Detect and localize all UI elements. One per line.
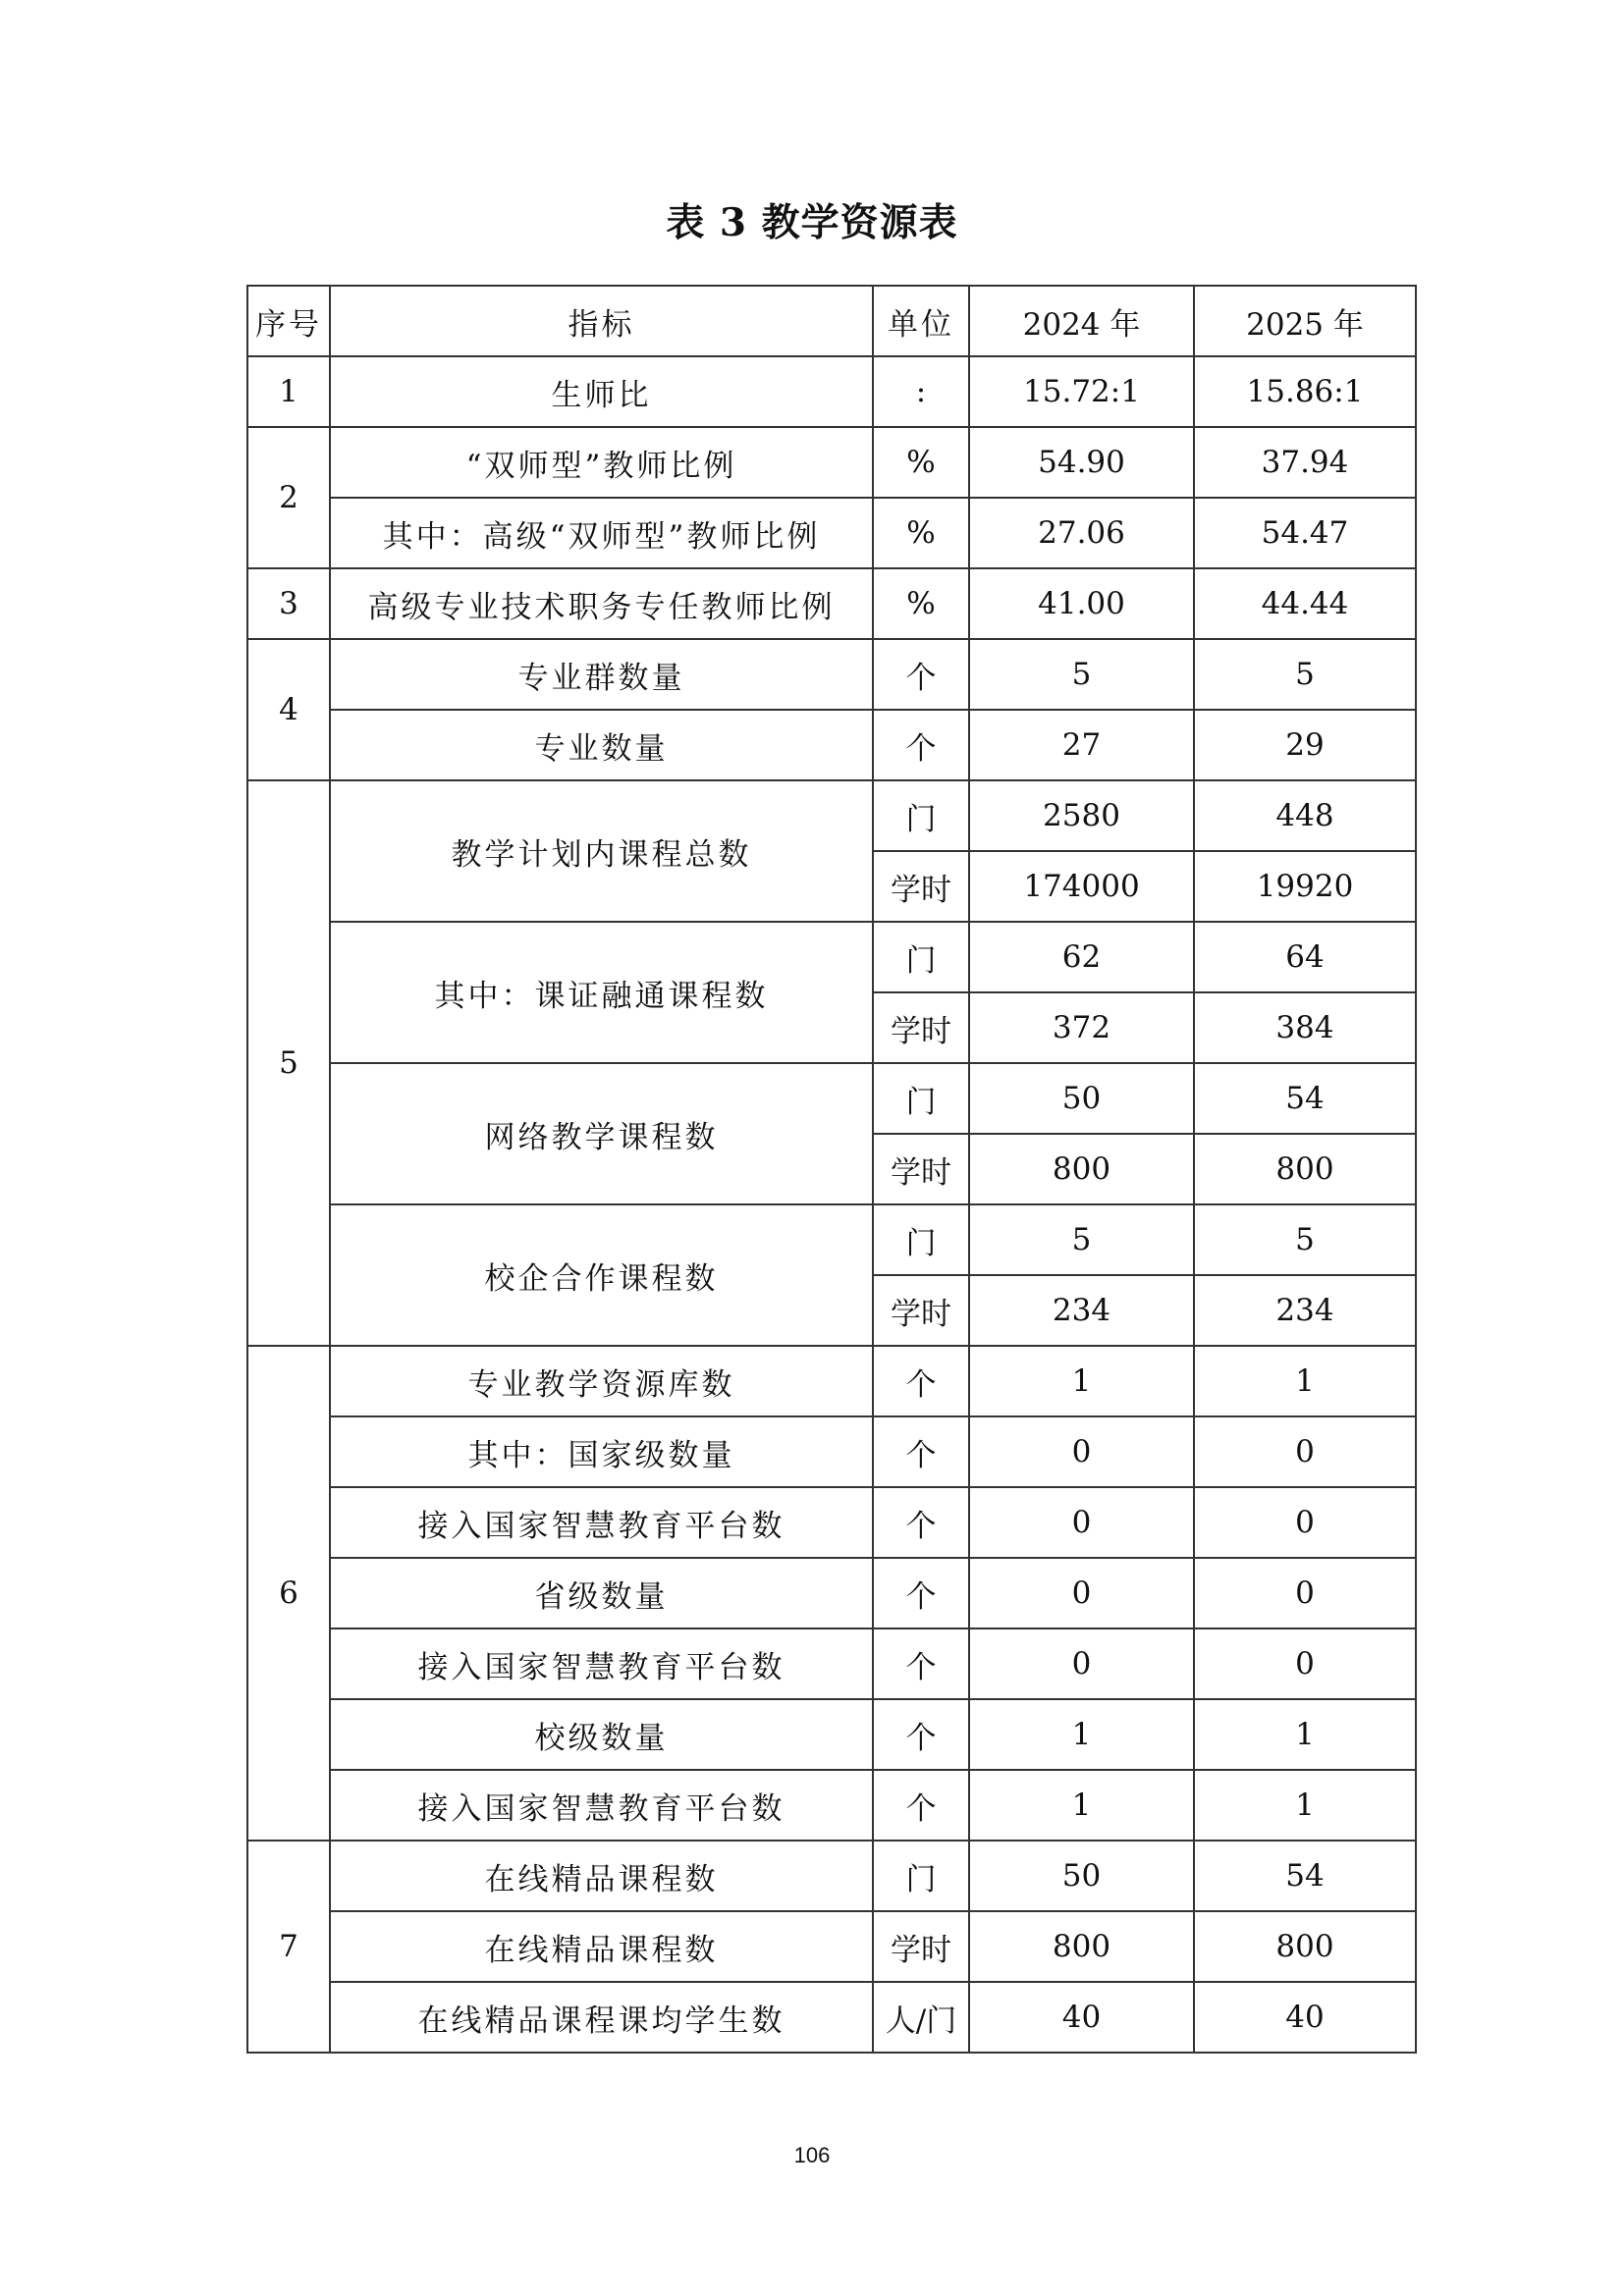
unit-cell: 个 <box>873 1346 969 1416</box>
value-2025-cell: 448 <box>1194 780 1416 851</box>
unit-cell: % <box>873 427 969 498</box>
unit-cell: 个 <box>873 1629 969 1699</box>
value-2025-cell: 40 <box>1194 1982 1416 2053</box>
unit-cell: 个 <box>873 1487 969 1558</box>
unit-cell: 学时 <box>873 1275 969 1346</box>
value-2024-cell: 0 <box>969 1416 1194 1487</box>
indicator-cell: 省级数量 <box>330 1558 873 1629</box>
table-row <box>247 1487 1416 1558</box>
value-2024-cell: 50 <box>969 1841 1194 1911</box>
indicator-cell: 专业教学资源库数 <box>330 1346 873 1416</box>
indicator-cell: 生师比 <box>330 356 873 427</box>
teaching-resources-table <box>246 285 1417 2054</box>
table-row <box>247 1063 1416 1134</box>
seq-cell: 7 <box>247 1841 330 2053</box>
header-indicator: 指标 <box>330 286 873 356</box>
table-row <box>247 356 1416 427</box>
unit-cell: 门 <box>873 780 969 851</box>
header-seq: 序号 <box>247 286 330 356</box>
value-2025-cell: 0 <box>1194 1629 1416 1699</box>
value-2024-cell: 27 <box>969 710 1194 780</box>
value-2025-cell: 54 <box>1194 1063 1416 1134</box>
indicator-cell: 校级数量 <box>330 1699 873 1770</box>
value-2025-cell: 0 <box>1194 1487 1416 1558</box>
value-2024-cell: 0 <box>969 1629 1194 1699</box>
table-row <box>247 1841 1416 1911</box>
value-2024-cell: 62 <box>969 922 1194 992</box>
value-2024-cell: 50 <box>969 1063 1194 1134</box>
indicator-cell: 接入国家智慧教育平台数 <box>330 1487 873 1558</box>
unit-cell: 学时 <box>873 992 969 1063</box>
indicator-cell: 专业群数量 <box>330 639 873 710</box>
table-row <box>247 1911 1416 1982</box>
value-2024-cell: 40 <box>969 1982 1194 2053</box>
value-2025-cell: 64 <box>1194 922 1416 992</box>
unit-cell: 门 <box>873 1841 969 1911</box>
table-row <box>247 1416 1416 1487</box>
unit-cell: 个 <box>873 1770 969 1841</box>
value-2024-cell: 234 <box>969 1275 1194 1346</box>
table-row <box>247 639 1416 710</box>
indicator-cell: “双师型”教师比例 <box>330 427 873 498</box>
indicator-cell: 在线精品课程数 <box>330 1841 873 1911</box>
value-2024-cell: 372 <box>969 992 1194 1063</box>
seq-cell: 3 <box>247 568 330 639</box>
value-2025-cell: 37.94 <box>1194 427 1416 498</box>
indicator-cell: 接入国家智慧教育平台数 <box>330 1770 873 1841</box>
value-2024-cell: 2580 <box>969 780 1194 851</box>
table-header-row <box>247 286 1416 356</box>
seq-cell: 1 <box>247 356 330 427</box>
value-2025-cell: 29 <box>1194 710 1416 780</box>
table-row <box>247 922 1416 992</box>
value-2025-cell: 0 <box>1194 1416 1416 1487</box>
value-2024-cell: 174000 <box>969 851 1194 922</box>
value-2025-cell: 0 <box>1194 1558 1416 1629</box>
table-row <box>247 1982 1416 2053</box>
indicator-cell: 高级专业技术职务专任教师比例 <box>330 568 873 639</box>
table-row <box>247 1204 1416 1275</box>
unit-cell: 个 <box>873 639 969 710</box>
unit-cell: 个 <box>873 1558 969 1629</box>
value-2025-cell: 19920 <box>1194 851 1416 922</box>
value-2025-cell: 15.86:1 <box>1194 356 1416 427</box>
value-2025-cell: 5 <box>1194 1204 1416 1275</box>
unit-cell: 人/门 <box>873 1982 969 2053</box>
table-row <box>247 780 1416 851</box>
unit-cell: 个 <box>873 1699 969 1770</box>
indicator-cell: 其中：国家级数量 <box>330 1416 873 1487</box>
value-2025-cell: 800 <box>1194 1911 1416 1982</box>
seq-cell: 4 <box>247 639 330 780</box>
header-2025: 2025 年 <box>1194 286 1416 356</box>
unit-cell: 个 <box>873 1416 969 1487</box>
header-unit: 单位 <box>873 286 969 356</box>
unit-cell: % <box>873 568 969 639</box>
table-row <box>247 710 1416 780</box>
indicator-cell: 其中：高级“双师型”教师比例 <box>330 498 873 568</box>
seq-cell: 5 <box>247 780 330 1346</box>
value-2024-cell: 41.00 <box>969 568 1194 639</box>
table-row <box>247 1699 1416 1770</box>
indicator-cell: 接入国家智慧教育平台数 <box>330 1629 873 1699</box>
value-2024-cell: 1 <box>969 1770 1194 1841</box>
value-2024-cell: 5 <box>969 639 1194 710</box>
value-2025-cell: 54.47 <box>1194 498 1416 568</box>
indicator-cell: 教学计划内课程总数 <box>330 780 873 922</box>
unit-cell: 学时 <box>873 851 969 922</box>
indicator-cell: 在线精品课程数 <box>330 1911 873 1982</box>
unit-cell: 个 <box>873 710 969 780</box>
value-2025-cell: 1 <box>1194 1346 1416 1416</box>
value-2024-cell: 1 <box>969 1699 1194 1770</box>
table-row <box>247 568 1416 639</box>
table-title: 表 3 教学资源表 <box>666 200 958 245</box>
indicator-cell: 在线精品课程课均学生数 <box>330 1982 873 2053</box>
unit-cell: % <box>873 498 969 568</box>
value-2025-cell: 234 <box>1194 1275 1416 1346</box>
indicator-cell: 网络教学课程数 <box>330 1063 873 1204</box>
value-2024-cell: 800 <box>969 1911 1194 1982</box>
unit-cell: 学时 <box>873 1911 969 1982</box>
table-row <box>247 1629 1416 1699</box>
table-row <box>247 1346 1416 1416</box>
value-2025-cell: 5 <box>1194 639 1416 710</box>
value-2025-cell: 1 <box>1194 1699 1416 1770</box>
unit-cell: : <box>873 356 969 427</box>
table-row <box>247 1770 1416 1841</box>
value-2024-cell: 27.06 <box>969 498 1194 568</box>
header-2024: 2024 年 <box>969 286 1194 356</box>
value-2024-cell: 1 <box>969 1346 1194 1416</box>
table-row <box>247 498 1416 568</box>
unit-cell: 门 <box>873 1063 969 1134</box>
unit-cell: 门 <box>873 1204 969 1275</box>
page-number: 106 <box>793 2143 831 2167</box>
value-2025-cell: 54 <box>1194 1841 1416 1911</box>
table-row <box>247 1558 1416 1629</box>
indicator-cell: 校企合作课程数 <box>330 1204 873 1346</box>
value-2025-cell: 44.44 <box>1194 568 1416 639</box>
value-2024-cell: 15.72:1 <box>969 356 1194 427</box>
value-2024-cell: 54.90 <box>969 427 1194 498</box>
seq-cell: 2 <box>247 427 330 568</box>
seq-cell: 6 <box>247 1346 330 1841</box>
value-2024-cell: 0 <box>969 1487 1194 1558</box>
indicator-cell: 其中：课证融通课程数 <box>330 922 873 1063</box>
value-2024-cell: 800 <box>969 1134 1194 1204</box>
value-2025-cell: 384 <box>1194 992 1416 1063</box>
table-row <box>247 427 1416 498</box>
unit-cell: 门 <box>873 922 969 992</box>
unit-cell: 学时 <box>873 1134 969 1204</box>
value-2024-cell: 5 <box>969 1204 1194 1275</box>
value-2024-cell: 0 <box>969 1558 1194 1629</box>
value-2025-cell: 1 <box>1194 1770 1416 1841</box>
value-2025-cell: 800 <box>1194 1134 1416 1204</box>
indicator-cell: 专业数量 <box>330 710 873 780</box>
